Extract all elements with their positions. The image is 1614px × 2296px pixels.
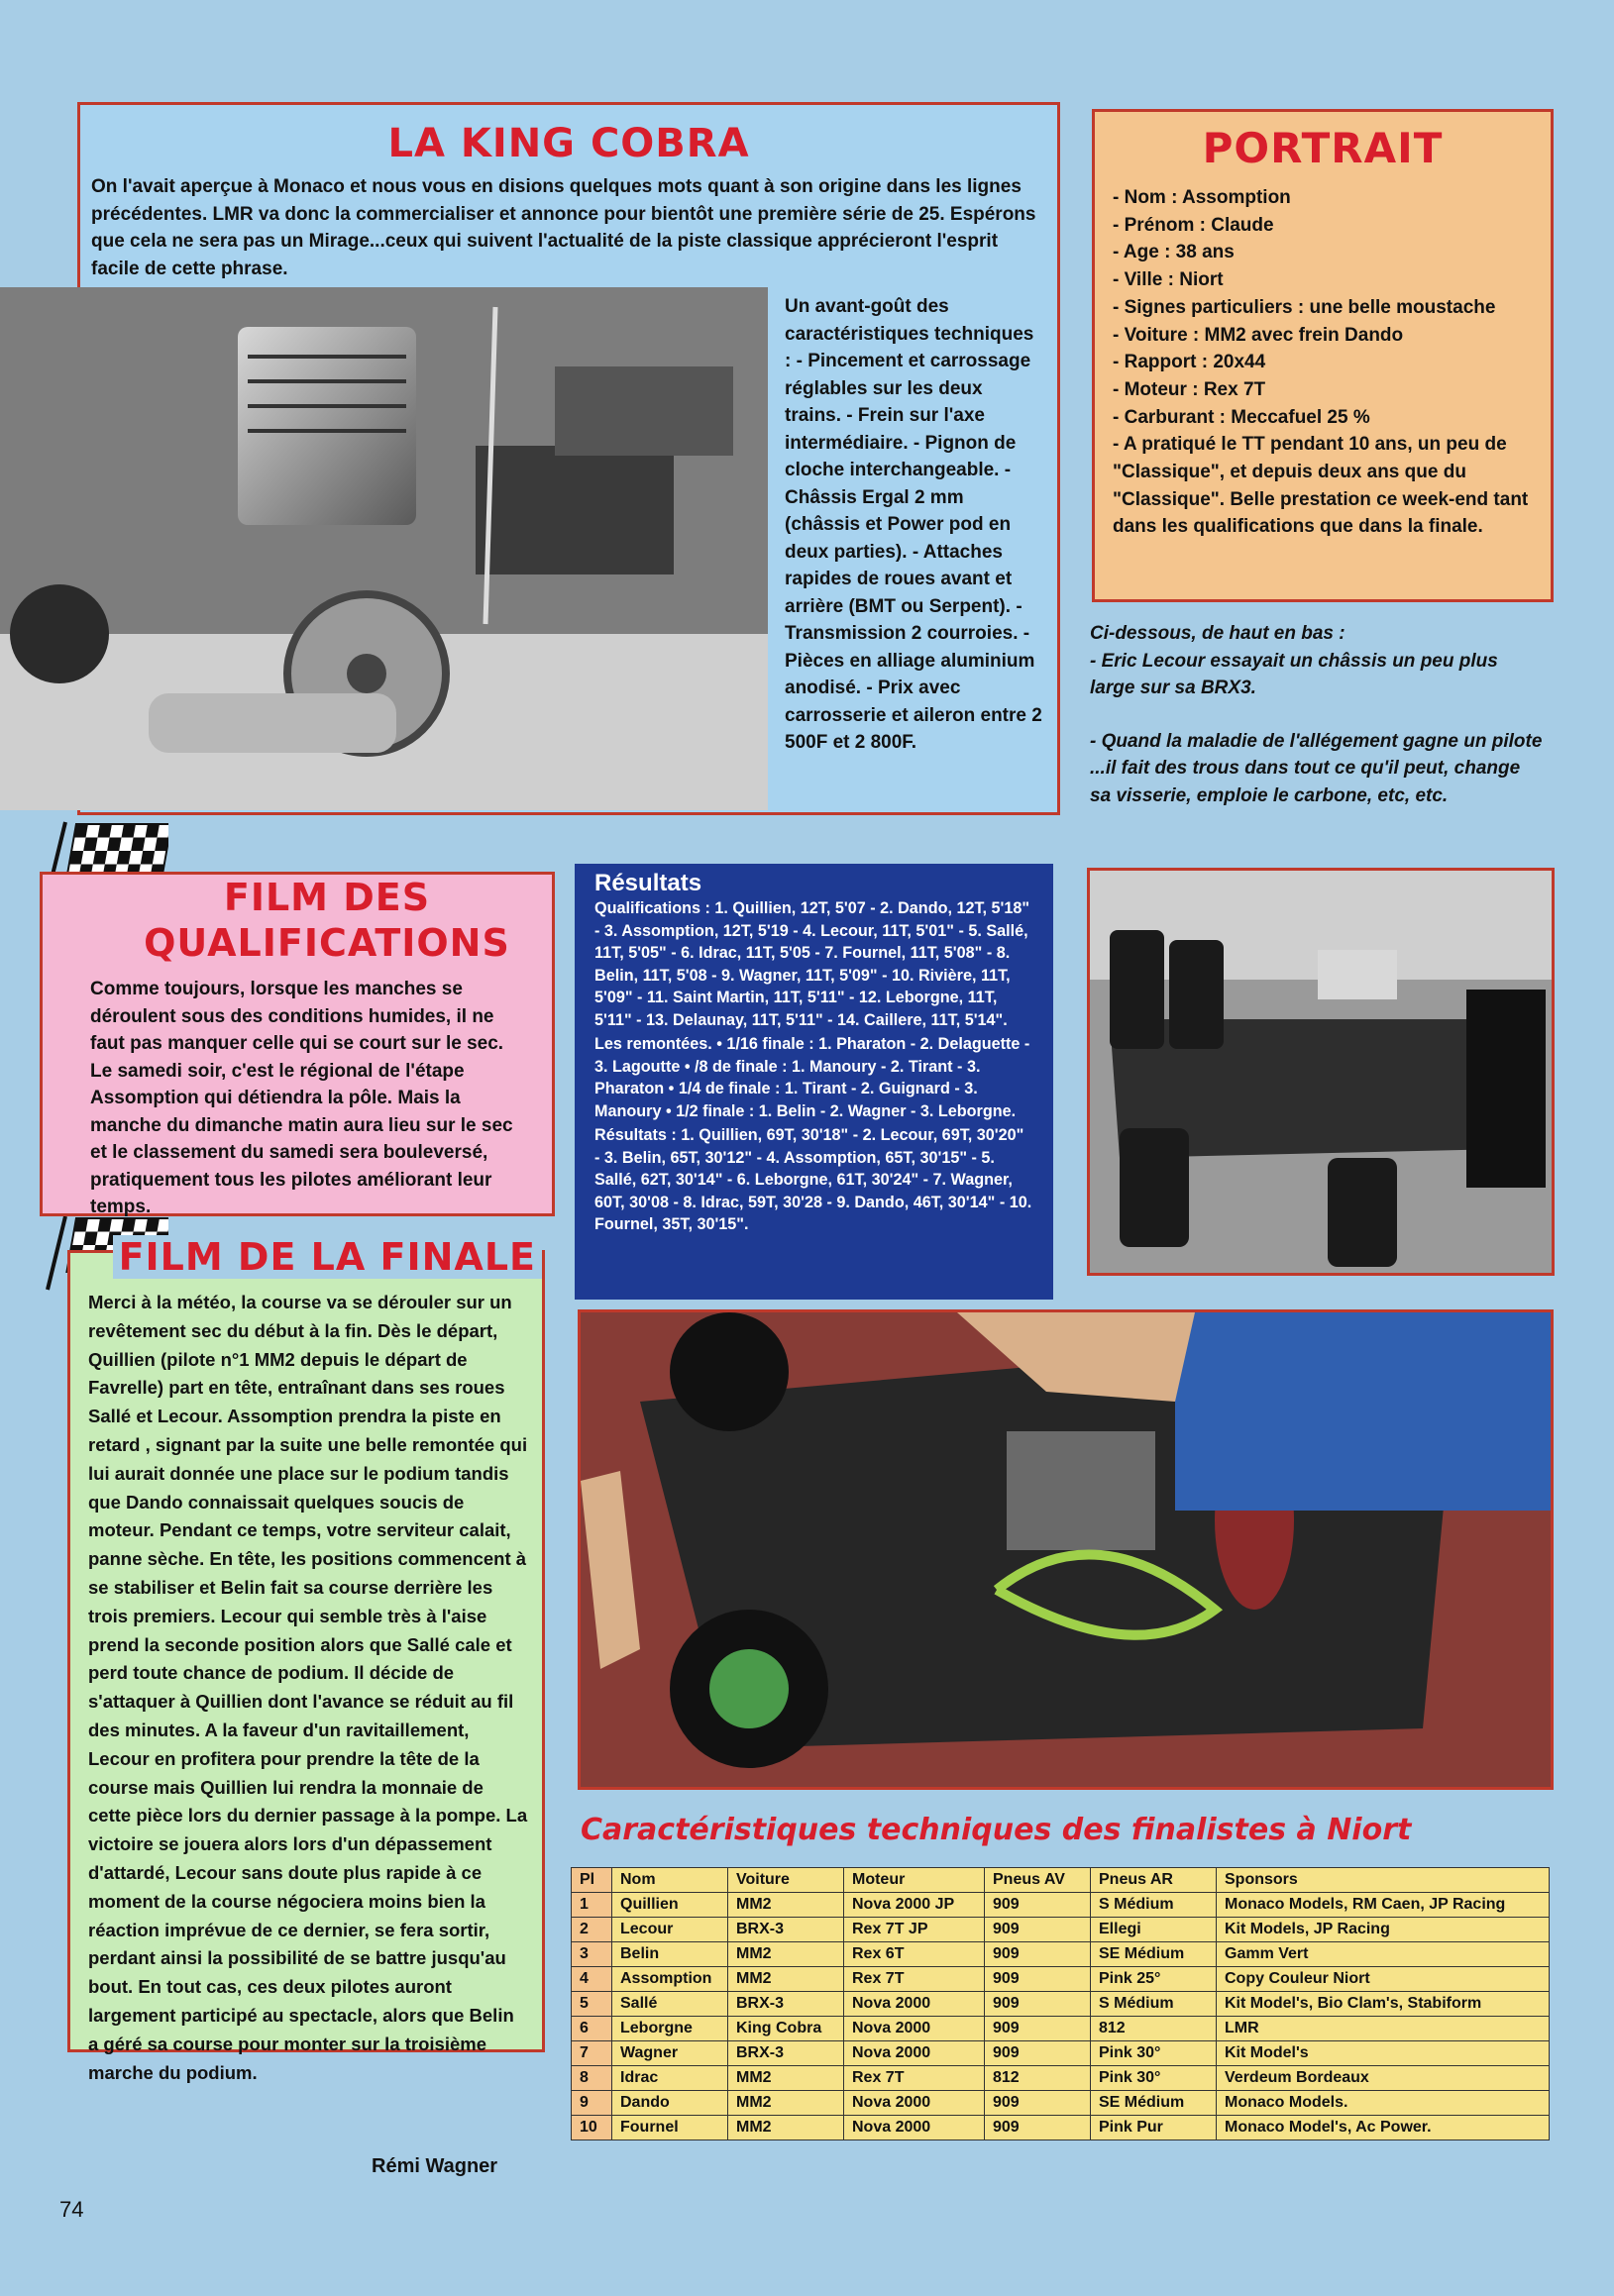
portrait-item: - Rapport : 20x44 [1113, 352, 1266, 373]
cell: BRX-3 [728, 2041, 844, 2066]
cell: Nova 2000 [844, 2116, 985, 2140]
caption-line: - Quand la maladie de l'allégement gagne un pilote ...il fait des trous dans tout ce qu'il peut, change sa visserie, emploie le carbone, etc, etc. [1090, 730, 1543, 806]
cell: MM2 [728, 1942, 844, 1967]
portrait-item: - Nom : Assomption [1113, 187, 1291, 208]
cell: 909 [985, 1893, 1091, 1918]
cell: Leborgne [612, 2017, 728, 2041]
cell: Pink Pur [1091, 2116, 1217, 2140]
table-row [572, 2091, 1550, 2116]
cell: BRX-3 [728, 1918, 844, 1942]
cell: S Médium [1091, 1992, 1217, 2017]
results-box [575, 864, 1053, 1300]
cell: Pink 30° [1091, 2066, 1217, 2091]
results-final: Résultats : 1. Quillien, 69T, 30'18" - 2. Lecour, 69T, 30'20" - 3. Belin, 65T, 30'12" - 4. Assomption, 65T, 30'15" - 5. Sallé, 62T, 30'14" - 6. Leborgne, 61T, 30'24" - 7. Wagner, 60T, 30'08 - 8. Idrac, 59T, 30'28 - 9. Dando, 46T, 30'14" - 10. Fournel, 35T, 30'15". [594, 1126, 1032, 1233]
cell: 9 [572, 2091, 612, 2116]
results-qualifs: Qualifications : 1. Quillien, 12T, 5'07 - 2. Dando, 12T, 5'18" - 3. Assomption, 12T, 5'19 - 4. Lecour, 11T, 5'01" - 5. Sallé, 11T, 5'05" - 6. Idrac, 11T, 5'05 - 7. Fournel, 11T, 5'08" - 8. Belin, 11T, 5'08 - 9. Wagner, 11T, 5'09" - 10. Rivière, 11T, 5'09" - 11. Saint Martin, 11T, 5'11" - 12. Leborgne, 11T, 5'11" - 13. Delaunay, 11T, 5'11" - 14. Caillere, 11T, 5'14". [594, 899, 1030, 1029]
cell: Lecour [612, 1918, 728, 1942]
portrait-list [1113, 184, 1551, 541]
lightened-car-photo [578, 1309, 1554, 1790]
cell: Idrac [612, 2066, 728, 2091]
cell: 812 [1091, 2017, 1217, 2041]
header-cell: Nom [612, 1868, 728, 1893]
table-row [572, 2116, 1550, 2140]
cell: Rex 7T [844, 1967, 985, 1992]
cell: 909 [985, 1992, 1091, 2017]
table-title: Caractéristiques techniques des finalistes à Niort [581, 1813, 1412, 1847]
cell: Nova 2000 JP [844, 1893, 985, 1918]
table-row [572, 1942, 1550, 1967]
cell: Assomption [612, 1967, 728, 1992]
portrait-item: - Prénom : Claude [1113, 214, 1274, 236]
cell: 909 [985, 2041, 1091, 2066]
qualifications-box [40, 872, 555, 1216]
cell: S Médium [1091, 1893, 1217, 1918]
cell: Nova 2000 [844, 2017, 985, 2041]
table-row [572, 1967, 1550, 1992]
cell: Ellegi [1091, 1918, 1217, 1942]
header-cell: Moteur [844, 1868, 985, 1893]
portrait-item: - Voiture : MM2 avec frein Dando [1113, 324, 1404, 346]
cell: Copy Couleur Niort [1217, 1967, 1550, 1992]
cell: 4 [572, 1967, 612, 1992]
portrait-title: PORTRAIT [1202, 124, 1444, 172]
chassis-photo [1087, 868, 1555, 1276]
portrait-item: - Signes particuliers : une belle moustache [1113, 296, 1496, 318]
king-cobra-specs [785, 293, 1042, 757]
cell: Nova 2000 [844, 1992, 985, 2017]
cell: 812 [985, 2066, 1091, 2091]
portrait-box [1092, 109, 1554, 602]
cell: MM2 [728, 2091, 844, 2116]
cell: Monaco Model's, Ac Power. [1217, 2116, 1550, 2140]
cell: 2 [572, 1918, 612, 1942]
cell: MM2 [728, 2116, 844, 2140]
table-row [572, 1918, 1550, 1942]
cell: Kit Model's [1217, 2041, 1550, 2066]
portrait-item: - A pratiqué le TT pendant 10 ans, un peu de "Classique", et depuis deux ans que du "Classique". Belle prestation ce week-end tant dans les qualifications que dans la finale. [1113, 434, 1529, 538]
caption-line: Ci-dessous, de haut en bas : [1090, 623, 1345, 644]
cell: Fournel [612, 2116, 728, 2140]
header-cell: Pneus AR [1091, 1868, 1217, 1893]
table-row [572, 1992, 1550, 2017]
cell: Rex 7T [844, 2066, 985, 2091]
table-header-row [572, 1868, 1550, 1893]
header-cell: Voiture [728, 1868, 844, 1893]
king-cobra-intro-text: On l'avait aperçue à Monaco et nous vous en disions quelques mots quant à son origine dans les lignes précédentes. LMR va donc la commercialiser et annonce pour bientôt une première série de 25. Espérons que cela ne sera pas un Mirage...ceux qui suivent l'actualité de la piste classique apprécieront l'esprit facile de cette phrase. [91, 176, 1036, 279]
table-row [572, 2017, 1550, 2041]
cell: Quillien [612, 1893, 728, 1918]
king-cobra-engine-photo [0, 287, 768, 810]
portrait-item: - Age : 38 ans [1113, 242, 1235, 263]
header-cell: Pl [572, 1868, 612, 1893]
cell: Sallé [612, 1992, 728, 2017]
cell: Pink 25° [1091, 1967, 1217, 1992]
cell: Gamm Vert [1217, 1942, 1550, 1967]
results-remontees: Les remontées. • 1/16 finale : 1. Pharaton - 2. Delaguette - 3. Lagoutte • /8 de finale : 1. Manoury - 2. Tirant - 3. Pharaton • 1/4 de finale : 1. Tirant - 2. Guignard - 3. Manoury • 1/2 finale : 1. Belin - 2. Wagner - 3. Leborgne. [594, 1035, 1030, 1120]
table-row [572, 2066, 1550, 2091]
cell: King Cobra [728, 2017, 844, 2041]
cell: 7 [572, 2041, 612, 2066]
results-title: Résultats [594, 870, 702, 896]
cell: 6 [572, 2017, 612, 2041]
finale-box [67, 1235, 545, 2083]
portrait-item: - Carburant : Meccafuel 25 % [1113, 406, 1370, 428]
cell: Belin [612, 1942, 728, 1967]
cell: SE Médium [1091, 1942, 1217, 1967]
cell: Rex 6T [844, 1942, 985, 1967]
cell: BRX-3 [728, 1992, 844, 2017]
cell: 909 [985, 1918, 1091, 1942]
finale-title: FILM DE LA FINALE [113, 1235, 542, 1279]
qualifications-title: FILM DES QUALIFICATIONS [144, 876, 510, 965]
cell: 909 [985, 1967, 1091, 1992]
portrait-item: - Moteur : Rex 7T [1113, 378, 1266, 400]
cell: 8 [572, 2066, 612, 2091]
header-cell: Sponsors [1217, 1868, 1550, 1893]
cell: 909 [985, 1942, 1091, 1967]
cell: 909 [985, 2116, 1091, 2140]
cell: Kit Model's, Bio Clam's, Stabiform [1217, 1992, 1550, 2017]
king-cobra-specs-text: Un avant-goût des caractéristiques techniques : - Pincement et carrossage réglables sur les deux trains. - Frein sur l'axe intermédiaire. - Pignon de cloche interchangeable. - Châssis Ergal 2 mm (châssis et Power pod en deux parties). - Attaches rapides de roues avant et arrière (BMT ou Serpent). - Transmission 2 courroies. - Pièces en alliage aluminium anodisé. - Prix avec carrosserie et aileron entre 2 500F et 2 800F. [785, 296, 1042, 753]
cell: MM2 [728, 1893, 844, 1918]
page-number: 74 [59, 2197, 84, 2222]
cell: LMR [1217, 2017, 1550, 2041]
cell: MM2 [728, 2066, 844, 2091]
cell: Kit Models, JP Racing [1217, 1918, 1550, 1942]
photo-caption [1090, 620, 1546, 809]
table-row [572, 1893, 1550, 1918]
cell: Monaco Models. [1217, 2091, 1550, 2116]
cell: Verdeum Bordeaux [1217, 2066, 1550, 2091]
cell: 10 [572, 2116, 612, 2140]
author-name: Rémi Wagner [372, 2155, 498, 2177]
cell: Monaco Models, RM Caen, JP Racing [1217, 1893, 1550, 1918]
finalists-table [571, 1867, 1550, 2140]
qualifications-text: Comme toujours, lorsque les manches se déroulent sous des conditions humides, il ne faut pas manquer celle qui se court sur le sec. Le samedi soir, c'est le régional de l'étape Assomption qui détiendra la pôle. Mais la manche du dimanche matin aura lieu sur le sec et le classement du samedi sera bouleversé, pratiquement tous les pilotes améliorant leur temps. [90, 979, 513, 1217]
king-cobra-title: LA KING COBRA [387, 121, 750, 166]
cell: Nova 2000 [844, 2091, 985, 2116]
cell: Nova 2000 [844, 2041, 985, 2066]
cell: Pink 30° [1091, 2041, 1217, 2066]
cell: Dando [612, 2091, 728, 2116]
finale-text: Merci à la météo, la course va se dérouler sur un revêtement sec du début à la fin. Dès le départ, Quillien (pilote n°1 MM2 depuis le départ de Favrelle) part en tête, entraînant dans ses roues Sallé et Lecour. Assomption prendra la piste en retard , signant par la suite une belle remontée qui lui aurait donnée une place sur le podium tandis que Dando connaissait quelques soucis de moteur. Pendant ce temps, votre serviteur calait, panne sèche. En tête, les positions commencent à se stabiliser et Belin fait sa course derrière les trois premiers. Lecour qui semble très à l'aise prend la seconde position alors que Sallé cale et perd toute chance de podium. Il décide de s'attaquer à Quillien dont l'avance se réduit au fil des minutes. A la faveur d'un ravitaillement, Lecour en profitera pour prendre la tête de la course mais Quillien lui rendra la monnaie de cette pièce lors du dernier passage à la pompe. La victoire se jouera alors lors d'un dépassement d'attardé, Lecour sans doute plus rapide à ce moment de la course négociera moins bien la réaction imprévue de ce dernier, se fera sortir, perdant ainsi la possibilité de se battre jusqu'au bout. En tout cas, ces deux pilotes auront largement participé au spectacle, alors que Belin a géré sa course pour monter sur la troisième marche du podium. [88, 1292, 528, 2083]
header-cell: Pneus AV [985, 1868, 1091, 1893]
cell: Rex 7T JP [844, 1918, 985, 1942]
cell: Wagner [612, 2041, 728, 2066]
cell: 3 [572, 1942, 612, 1967]
caption-line: - Eric Lecour essayait un châssis un peu plus large sur sa BRX3. [1090, 650, 1498, 698]
king-cobra-intro [91, 173, 1042, 282]
cell: 1 [572, 1893, 612, 1918]
cell: MM2 [728, 1967, 844, 1992]
cell: 909 [985, 2017, 1091, 2041]
cell: SE Médium [1091, 2091, 1217, 2116]
portrait-item: - Ville : Niort [1113, 269, 1224, 291]
cell: 909 [985, 2091, 1091, 2116]
table-row [572, 2041, 1550, 2066]
cell: 5 [572, 1992, 612, 2017]
